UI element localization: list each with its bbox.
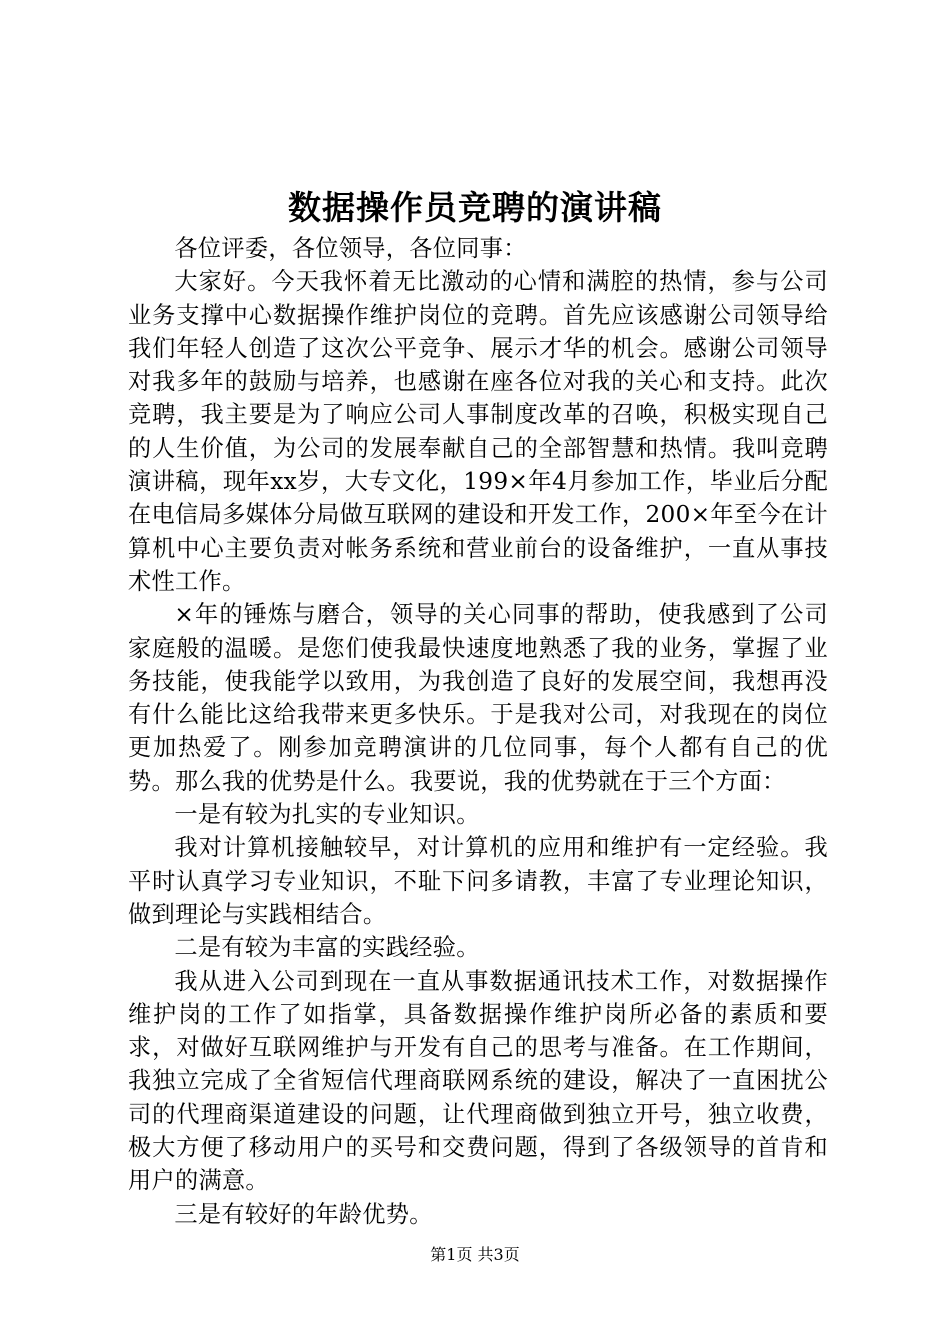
document-title: 数据操作员竞聘的演讲稿 bbox=[288, 188, 662, 227]
paragraph: 我对计算机接触较早，对计算机的应用和维护有一定经验。我平时认真学习专业知识，不耻下问多请教，丰富了专业理论知识，做到理论与实践相结合。 bbox=[128, 834, 828, 928]
paragraph: 我从进入公司到现在一直从事数据通讯技术工作，对数据操作维护岗的工作了如指掌，具备数据操作维护岗所必备的素质和要求，对做好互联网维护与开发有自己的思考与准备。在工作期间，我独立完成了全省短信代理商联网系统的建设，解决了一直困扰公司的代理商渠道建设的问题，让代理商做到独立开号，独立收费，极大方便了移动用户的买号和交费问题，得到了各级领导的首肯和用户的满意。 bbox=[128, 967, 828, 1195]
paragraph-heading: 二是有较为丰富的实践经验。 bbox=[174, 934, 480, 962]
page-footer: 第1页 共3页 bbox=[430, 1245, 520, 1264]
paragraph: 大家好。今天我怀着无比激动的心情和满腔的热情，参与公司业务支撑中心数据操作维护岗位的竞聘。首先应该感谢公司领导给我们年轻人创造了这次公平竞争、展示才华的机会。感谢公司领导对我多年的鼓励与培养，也感谢在座各位对我的关心和支持。此次竞聘，我主要是为了响应公司人事制度改革的召唤，积极实现自己的人生价值，为公司的发展奉献自己的全部智慧和热情。我叫竞聘演讲稿，现年xx岁，大专文化，199×年4月参加工作，毕业后分配在电信局多媒体分局做互联网的建设和开发工作，200×年至今在计算机中心主要负责对帐务系统和营业前台的设备维护，一直从事技术性工作。 bbox=[128, 268, 828, 595]
paragraph-salutation: 各位评委，各位领导，各位同事： bbox=[174, 235, 527, 262]
paragraph: ×年的锤炼与磨合，领导的关心同事的帮助，使我感到了公司家庭般的温暖。是您们使我最快速度地熟悉了我的业务，掌握了业务技能，使我能学以致用，为我创造了良好的发展空间，我想再没有什么能比这给我带来更多快乐。于是我对公司，对我现在的岗位更加热爱了。刚参加竞聘演讲的几位同事，每个人都有自己的优势。那么我的优势是什么。我要说，我的优势就在于三个方面： bbox=[128, 601, 828, 795]
paragraph-heading: 一是有较为扎实的专业知识。 bbox=[174, 801, 480, 829]
document-body bbox=[128, 232, 828, 1231]
paragraph-heading: 三是有较好的年龄优势。 bbox=[174, 1200, 433, 1228]
